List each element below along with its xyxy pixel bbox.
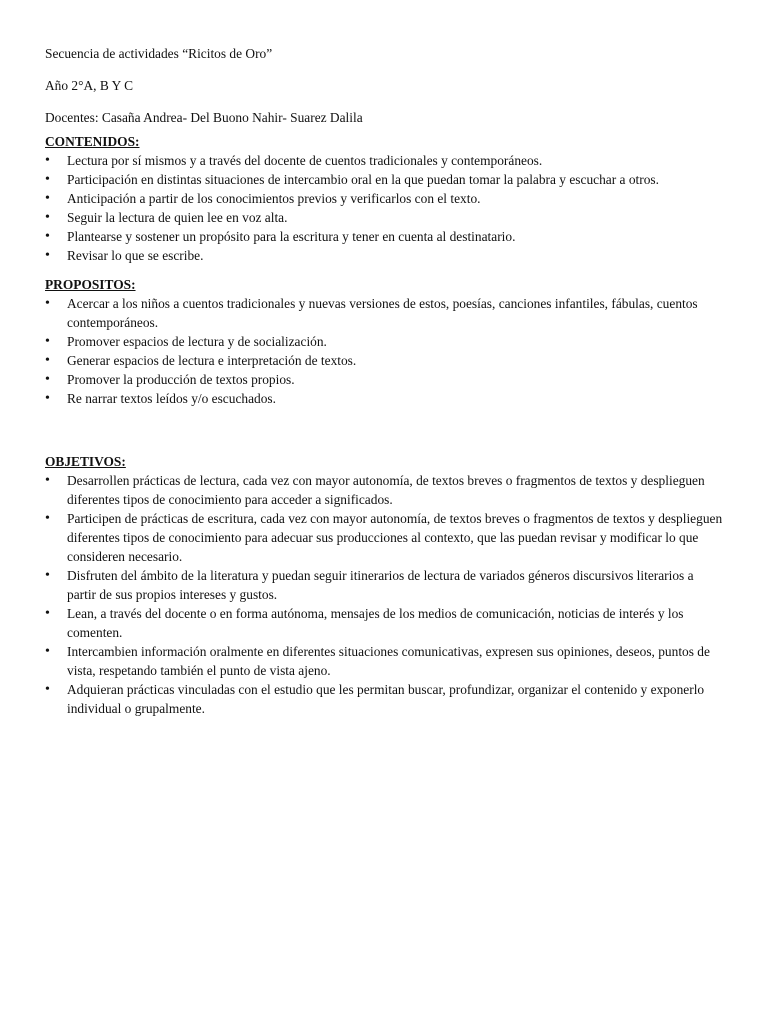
bullet-icon: • [45,248,50,263]
document-title: Secuencia de actividades “Ricitos de Oro” [45,46,273,61]
list-item-text: Participación en distintas situaciones de intercambio oral en la que puedan tomar la palabra y escuchar a otros. [67,172,659,187]
list-item [45,642,725,680]
bullet-icon: • [45,191,50,206]
propositos-heading: PROPOSITOS: [45,277,136,292]
list-item-text: Seguir la lectura de quien lee en voz alta. [67,210,288,225]
list-item-text: Lean, a través del docente o en forma autónoma, mensajes de los medios de comunicación, noticias de interés y los comenten. [67,606,684,640]
list-item [45,389,725,408]
bullet-icon: • [45,644,50,659]
bullet-icon: • [45,229,50,244]
list-item-text: Lectura por sí mismos y a través del docente de cuentos tradicionales y contemporáneos. [67,153,543,168]
bullet-icon: • [45,210,50,225]
list-item-text: Anticipación a partir de los conocimientos previos y verificarlos con el texto. [67,191,481,206]
list-item [45,189,725,208]
list-item-text: Generar espacios de lectura e interpretación de textos. [67,353,357,368]
grade-line: Año 2°A, B Y C [45,78,134,93]
list-item-text: Disfruten del ámbito de la literatura y puedan seguir itinerarios de lectura de variados géneros discursivos literarios a partir de sus propios intereses y gustos. [67,568,694,602]
document-page [45,44,725,718]
list-item [45,680,725,718]
bullet-icon: • [45,353,50,368]
bullet-icon: • [45,682,50,697]
bullet-icon: • [45,334,50,349]
bullet-icon: • [45,511,50,526]
list-item [45,151,725,170]
teachers-line: Docentes: Casaña Andrea- Del Buono Nahir- Suarez Dalila [45,110,363,125]
list-item [45,604,725,642]
list-item-text: Acercar a los niños a cuentos tradicionales y nuevas versiones de estos, poesías, canciones infantiles, fábulas, cuentos contemporáneos. [67,296,698,330]
bullet-icon: • [45,172,50,187]
objetivos-heading: OBJETIVOS: [45,454,126,469]
list-item [45,294,725,332]
list-item-text: Adquieran prácticas vinculadas con el estudio que les permitan buscar, profundizar, organizar el contenido y exponerlo individual o grupalmente. [67,682,705,716]
list-item [45,208,725,227]
list-item [45,227,725,246]
bullet-icon: • [45,606,50,621]
list-item [45,332,725,351]
list-item [45,566,725,604]
bullet-icon: • [45,296,50,311]
list-item [45,351,725,370]
bullet-icon: • [45,153,50,168]
list-item-text: Intercambien información oralmente en diferentes situaciones comunicativas, expresen sus opiniones, deseos, puntos de vista, respetando también el punto de vista ajeno. [67,644,710,678]
objetivos-list [45,471,725,718]
list-item [45,170,725,189]
list-item [45,370,725,389]
list-item [45,246,725,265]
contenidos-list [45,151,725,265]
list-item-text: Promover espacios de lectura y de socialización. [67,334,327,349]
bullet-icon: • [45,391,50,406]
bullet-icon: • [45,473,50,488]
contenidos-heading: CONTENIDOS: [45,134,140,149]
list-item-text: Participen de prácticas de escritura, cada vez con mayor autonomía, de textos breves o fragmentos de textos y desplieguen diferentes tipos de conocimiento para adecuar sus producciones al contexto, que las puedan revisar y modificar lo que consideren necesario. [67,511,723,564]
list-item-text: Plantearse y sostener un propósito para la escritura y tener en cuenta al destinatario. [67,229,516,244]
list-item-text: Re narrar textos leídos y/o escuchados. [67,391,276,406]
list-item [45,471,725,509]
bullet-icon: • [45,372,50,387]
list-item-text: Revisar lo que se escribe. [67,248,204,263]
list-item-text: Promover la producción de textos propios. [67,372,295,387]
list-item [45,509,725,566]
list-item-text: Desarrollen prácticas de lectura, cada vez con mayor autonomía, de textos breves o fragmentos de textos y desplieguen diferentes tipos de conocimiento para acceder a significados. [67,473,705,507]
propositos-list [45,294,725,408]
bullet-icon: • [45,568,50,583]
